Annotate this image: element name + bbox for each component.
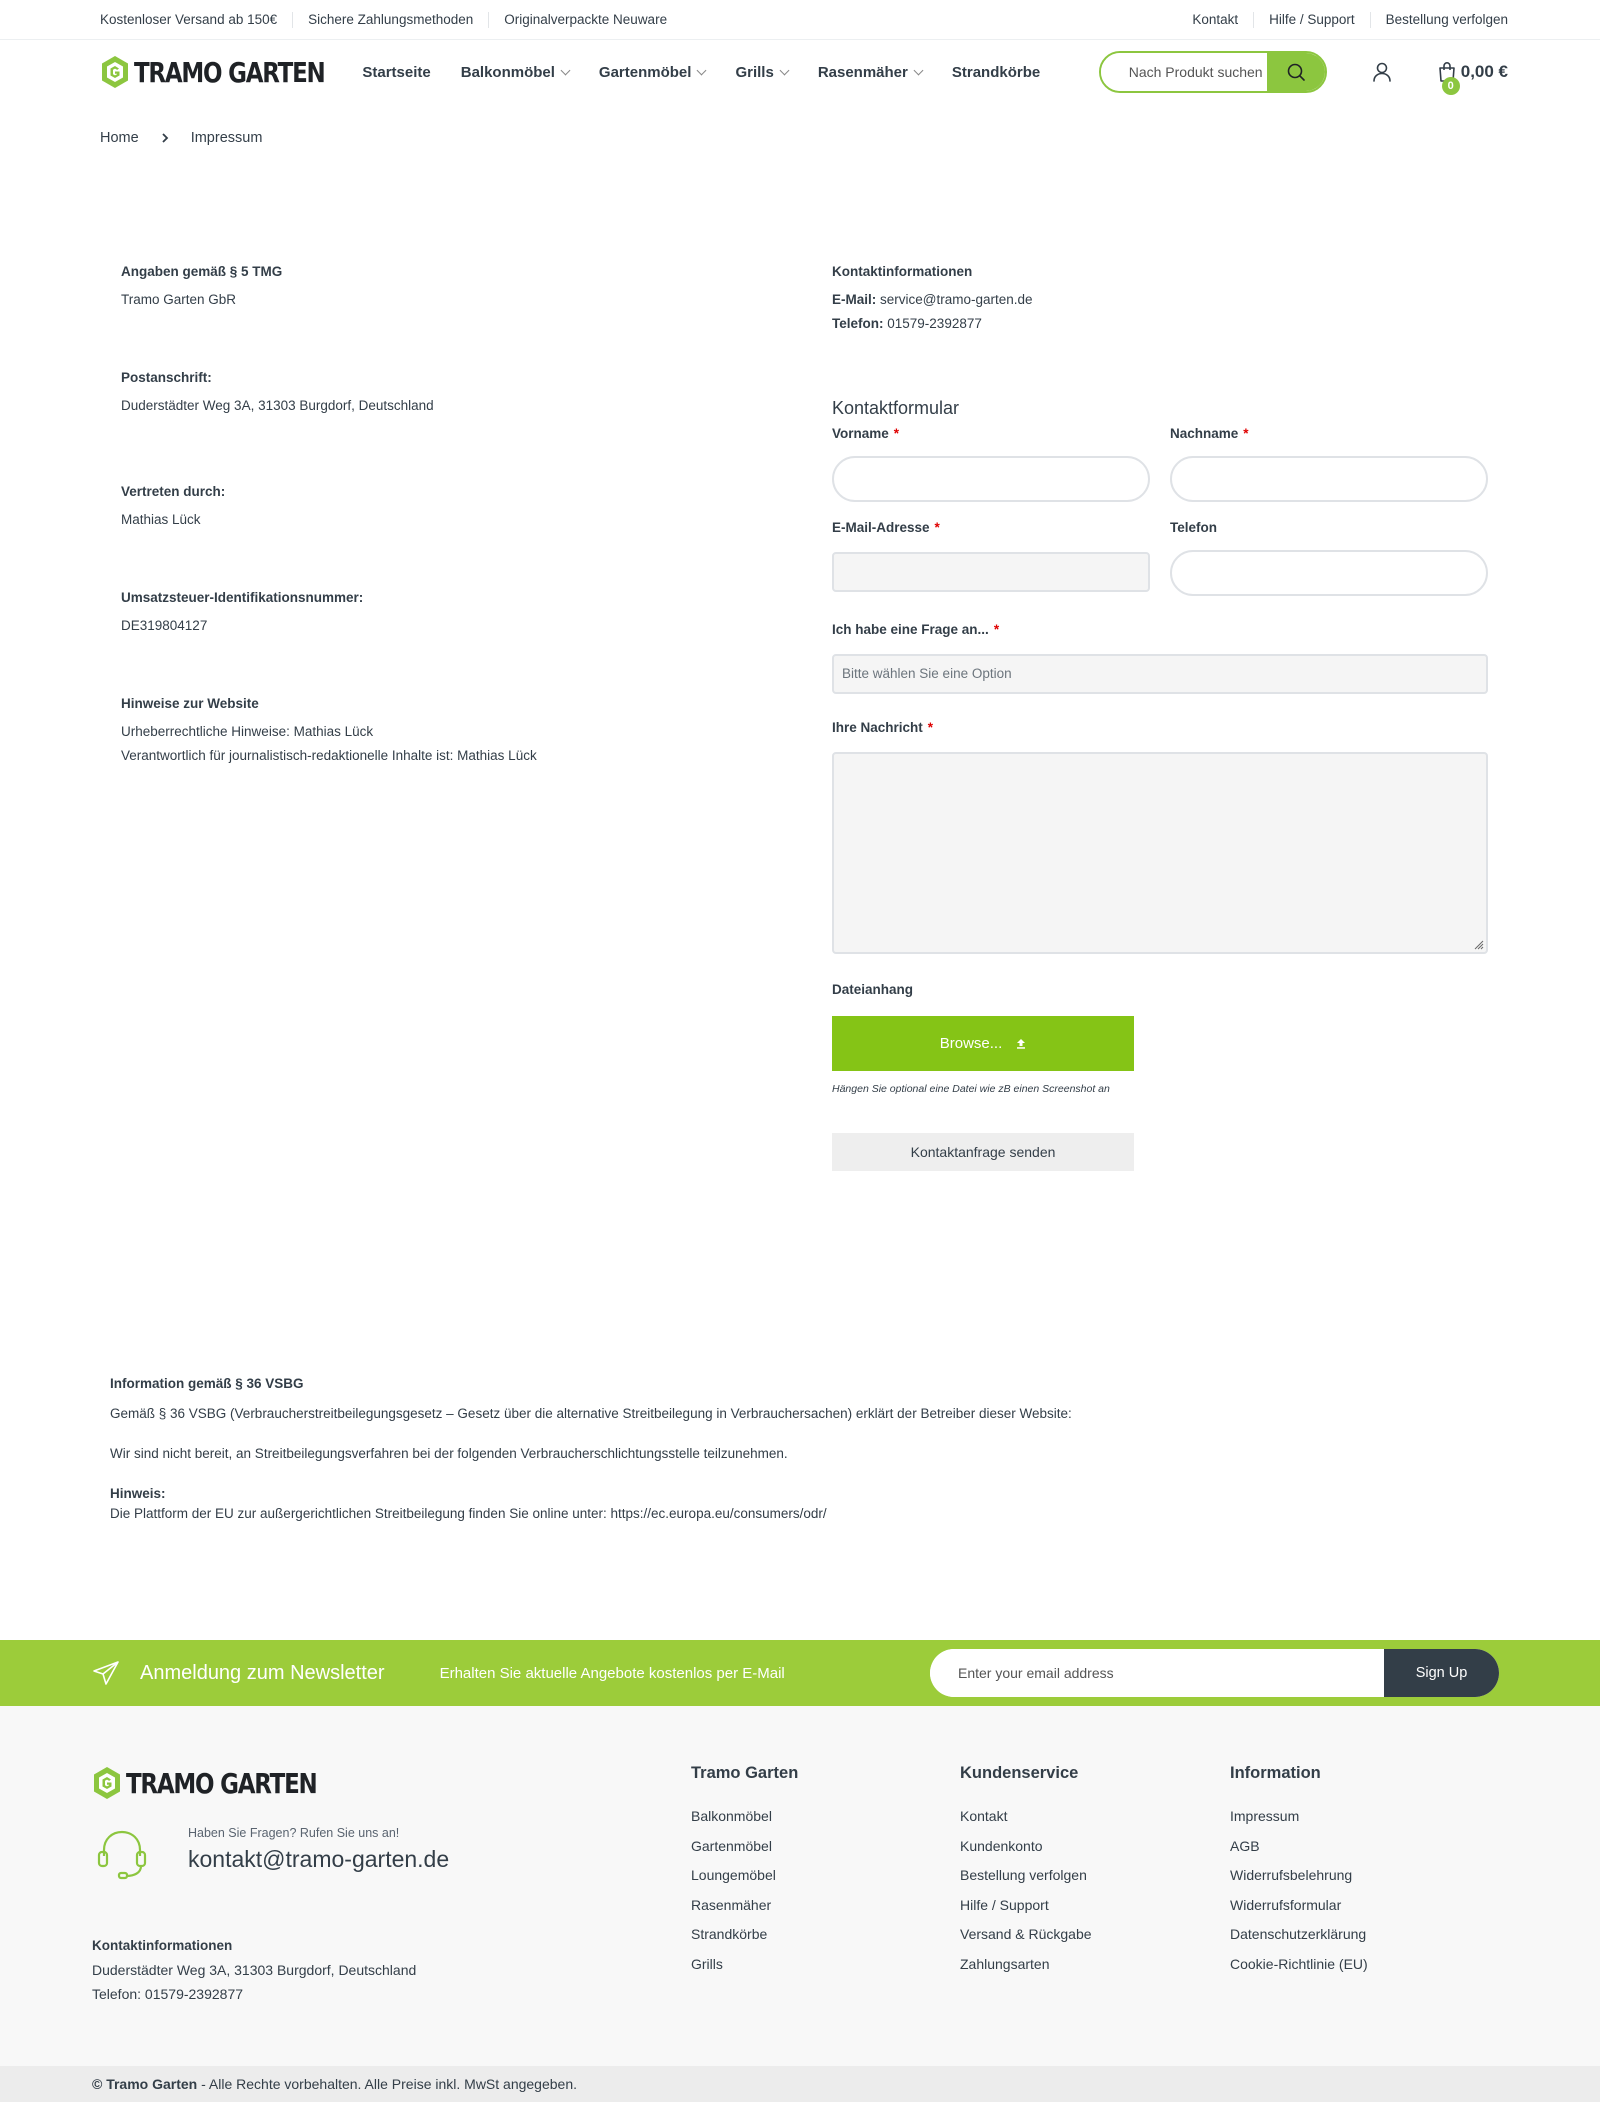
chevron-down-icon: [560, 65, 570, 75]
question-select[interactable]: Bitte wählen Sie eine Option: [832, 654, 1488, 694]
breadcrumb-current: Impressum: [190, 130, 263, 146]
footer-link-balkonmoebel[interactable]: Balkonmöbel: [691, 1808, 772, 1824]
question-label: Ich habe eine Frage an... *: [832, 622, 1000, 637]
footer-col-kundenservice: [960, 1764, 1092, 1979]
logo-text: TRAMO GARTEN: [134, 55, 325, 89]
contact-info-title: Kontaktinformationen: [832, 264, 973, 279]
cart-total: 0,00 €: [1460, 62, 1508, 81]
name-row: [832, 422, 1488, 502]
top-link-track-order[interactable]: Bestellung verfolgen: [1370, 12, 1508, 28]
chevron-down-icon: [913, 65, 923, 75]
footer-contact-address: Duderstädter Weg 3A, 31303 Burgdorf, Deutschland: [92, 1962, 417, 1978]
email-field-label: E-Mail-Adresse *: [832, 520, 940, 535]
phone-value: 01579-2392877: [887, 316, 982, 331]
chevron-down-icon: [779, 65, 789, 75]
email-phone-row: [832, 516, 1488, 596]
footer-contact-phone: Telefon: 01579-2392877: [92, 1986, 244, 2002]
attachment-label: Dateianhang: [832, 982, 914, 997]
top-bar-usp-list: [100, 12, 682, 28]
footer-contact-title: Kontaktinformationen: [92, 1938, 233, 1953]
vat-title: Umsatzsteuer-Identifikationsnummer:: [121, 590, 364, 605]
footer-link-kontakt[interactable]: Kontakt: [960, 1808, 1008, 1824]
contact-section: [832, 260, 1488, 1171]
newsletter-email-input[interactable]: [930, 1649, 1384, 1697]
footer-link-bestellung-verfolgen[interactable]: Bestellung verfolgen: [960, 1867, 1087, 1883]
footer-link-kundenkonto[interactable]: Kundenkonto: [960, 1837, 1043, 1854]
footer-call-subtitle: Haben Sie Fragen? Rufen Sie uns an!: [188, 1826, 400, 1840]
contact-form-title: Kontaktformular: [832, 398, 960, 418]
newsletter-bar: [0, 1640, 1600, 1706]
footer-link-cookie-richtlinie[interactable]: Cookie-Richtlinie (EU): [1230, 1955, 1368, 1972]
phone-field-label: Telefon: [1170, 520, 1217, 535]
footer-col-title: Kundenservice: [960, 1764, 1079, 1782]
footer-link-datenschutz[interactable]: Datenschutzerklärung: [1230, 1926, 1367, 1942]
site-logo[interactable]: [100, 55, 366, 89]
footer-link-grills[interactable]: Grills: [691, 1955, 723, 1972]
contact-email-row: [832, 288, 1488, 312]
top-bar: [0, 0, 1600, 40]
nav-label: Rasenmäher: [817, 63, 908, 81]
logo-icon: [92, 1766, 122, 1800]
newsletter-title: Anmeldung zum Newsletter: [140, 1661, 385, 1684]
search-bar: [1099, 51, 1327, 93]
nav-label: Startseite: [362, 63, 431, 81]
footer-link-versand[interactable]: Versand & Rückgabe: [960, 1926, 1092, 1942]
user-account-icon[interactable]: [1371, 61, 1393, 83]
footer-link-agb[interactable]: AGB: [1230, 1837, 1260, 1854]
message-label: Ihre Nachricht *: [832, 720, 934, 735]
address-value: Duderstädter Weg 3A, 31303 Burgdorf, Deutschland: [121, 398, 434, 413]
nav-label: Gartenmöbel: [598, 63, 692, 81]
lastname-label: Nachname *: [1170, 426, 1249, 441]
address-title: Postanschrift:: [121, 370, 212, 385]
main-nav: [362, 64, 1070, 81]
vsbg-note-text: Die Plattform der EU zur außergerichtlichen Streitbeilegung finden Sie online unter: https://ec.europa.eu/consumers/odr/: [110, 1506, 827, 1521]
breadcrumb-home[interactable]: Home: [100, 130, 139, 146]
lastname-input[interactable]: [1170, 456, 1488, 502]
paper-plane-icon: [92, 1660, 120, 1686]
website-hints-title: Hinweise zur Website: [121, 696, 259, 711]
nav-balkonmoebel[interactable]: [461, 64, 569, 81]
vat-value: DE319804127: [121, 618, 208, 633]
copyright-bar: [0, 2066, 1600, 2102]
tmg-title: Angaben gemäß § 5 TMG: [121, 264, 283, 279]
attachment-hint: Hängen Sie optional eine Datei wie zB einen Screenshot an: [832, 1083, 1110, 1095]
footer-logo-text: TRAMO GARTEN: [126, 1766, 317, 1800]
usp-free-shipping: Kostenloser Versand ab 150€: [100, 11, 278, 27]
firstname-label: Vorname *: [832, 426, 900, 441]
vsbg-paragraph-1: Gemäß § 36 VSBG (Verbraucherstreitbeilegungsgesetz – Gesetz über die alternative Streitbeilegung in Verbrauchersachen) erklärt der Betreiber dieser Website:: [110, 1406, 1072, 1421]
representative-value: Mathias Lück: [121, 512, 201, 527]
chevron-down-icon: [697, 65, 707, 75]
submit-button[interactable]: Kontaktanfrage senden: [832, 1133, 1134, 1171]
footer-link-widerrufsformular[interactable]: Widerrufsformular: [1230, 1896, 1342, 1913]
copyright-text: - Alle Rechte vorbehalten. Alle Preise inkl. MwSt angegeben.: [197, 2076, 578, 2092]
representative-title: Vertreten durch:: [121, 484, 226, 499]
footer-call-block: [92, 1826, 449, 1882]
footer-link-loungemoebel[interactable]: Loungemöbel: [691, 1867, 776, 1883]
search-button[interactable]: [1267, 53, 1325, 91]
contact-phone-row: [832, 312, 1488, 336]
top-link-kontakt[interactable]: Kontakt: [1192, 11, 1239, 27]
usp-original-packaging: Originalverpackte Neuware: [488, 12, 682, 28]
vsbg-paragraph-2: Wir sind nicht bereit, an Streitbeilegungsverfahren bei der folgenden Verbraucherschlichtungsstelle teilzunehmen.: [110, 1446, 788, 1461]
newsletter-signup-button[interactable]: Sign Up: [1384, 1649, 1499, 1697]
message-textarea[interactable]: [832, 752, 1488, 954]
impressum-content: [0, 172, 1600, 1612]
vsbg-section: [110, 1374, 1410, 1524]
phone-input[interactable]: [1170, 550, 1488, 596]
email-value[interactable]: service@tramo-garten.de: [880, 292, 1033, 307]
footer-link-gartenmoebel[interactable]: Gartenmöbel: [691, 1837, 772, 1854]
nav-rasenmaeher[interactable]: [818, 64, 922, 81]
copyright-hint: Urheberrechtliche Hinweise: Mathias Lück: [121, 724, 374, 739]
upload-icon: [1016, 1038, 1026, 1049]
browse-button[interactable]: [832, 1016, 1134, 1071]
firstname-input[interactable]: [832, 456, 1150, 502]
newsletter-form: [930, 1649, 1499, 1697]
newsletter-subtitle: Erhalten Sie aktuelle Angebote kostenlos per E-Mail: [439, 1664, 785, 1682]
vsbg-title: Information gemäß § 36 VSBG: [110, 1376, 304, 1391]
top-bar-links: [1192, 12, 1508, 28]
editorial-responsibility: Verantwortlich für journalistisch-redaktionelle Inhalte ist: Mathias Lück: [121, 748, 537, 763]
nav-label: Strandkörbe: [951, 63, 1041, 81]
usp-secure-payment: Sichere Zahlungsmethoden: [292, 12, 488, 28]
nav-grills[interactable]: [735, 64, 787, 81]
email-input[interactable]: [832, 552, 1150, 592]
footer-link-zahlungsarten[interactable]: Zahlungsarten: [960, 1955, 1050, 1972]
copyright-brand: © Tramo Garten: [92, 2076, 198, 2092]
phone-label: Telefon:: [832, 316, 884, 331]
footer-link-widerrufsbelehrung[interactable]: Widerrufsbelehrung: [1230, 1867, 1353, 1883]
footer-col-tramo-garten: [691, 1764, 798, 1979]
cart-count-badge: 0: [1442, 77, 1460, 95]
resize-handle-icon[interactable]: [1472, 938, 1484, 950]
footer-contact-info: [92, 1934, 416, 2006]
search-icon: [1286, 62, 1306, 82]
footer: [0, 1706, 1600, 2066]
tmg-value: Tramo Garten GbR: [121, 292, 237, 307]
footer-link-rasenmaeher[interactable]: Rasenmäher: [691, 1896, 772, 1913]
nav-strandkoerbe[interactable]: [952, 64, 1040, 81]
search-input[interactable]: [1101, 53, 1267, 91]
email-label: E-Mail:: [832, 292, 877, 307]
top-link-support[interactable]: Hilfe / Support: [1253, 12, 1370, 28]
footer-col-title: Information: [1230, 1764, 1321, 1782]
footer-col-title: Tramo Garten: [691, 1764, 799, 1782]
nav-label: Balkonmöbel: [460, 63, 555, 81]
mini-cart[interactable]: [1437, 61, 1508, 92]
logo-icon: [100, 55, 130, 89]
footer-contact-email[interactable]: kontakt@tramo-garten.de: [188, 1846, 450, 1872]
chevron-right-icon: [161, 133, 169, 143]
footer-link-strandkoerbe[interactable]: Strandkörbe: [691, 1926, 768, 1942]
footer-link-support[interactable]: Hilfe / Support: [960, 1896, 1049, 1913]
nav-startseite[interactable]: [362, 64, 430, 81]
footer-col-information: [1230, 1764, 1368, 1979]
main-header: [0, 40, 1600, 104]
nav-gartenmoebel[interactable]: [599, 64, 706, 81]
vsbg-note-title: Hinweis:: [110, 1486, 166, 1501]
footer-link-impressum[interactable]: Impressum: [1230, 1808, 1300, 1824]
breadcrumb: [0, 104, 1600, 172]
headset-icon: [92, 1826, 152, 1882]
legal-info: [121, 260, 721, 768]
footer-logo[interactable]: [92, 1766, 358, 1800]
nav-label: Grills: [735, 63, 774, 81]
browse-label: Browse...: [939, 1034, 1003, 1052]
